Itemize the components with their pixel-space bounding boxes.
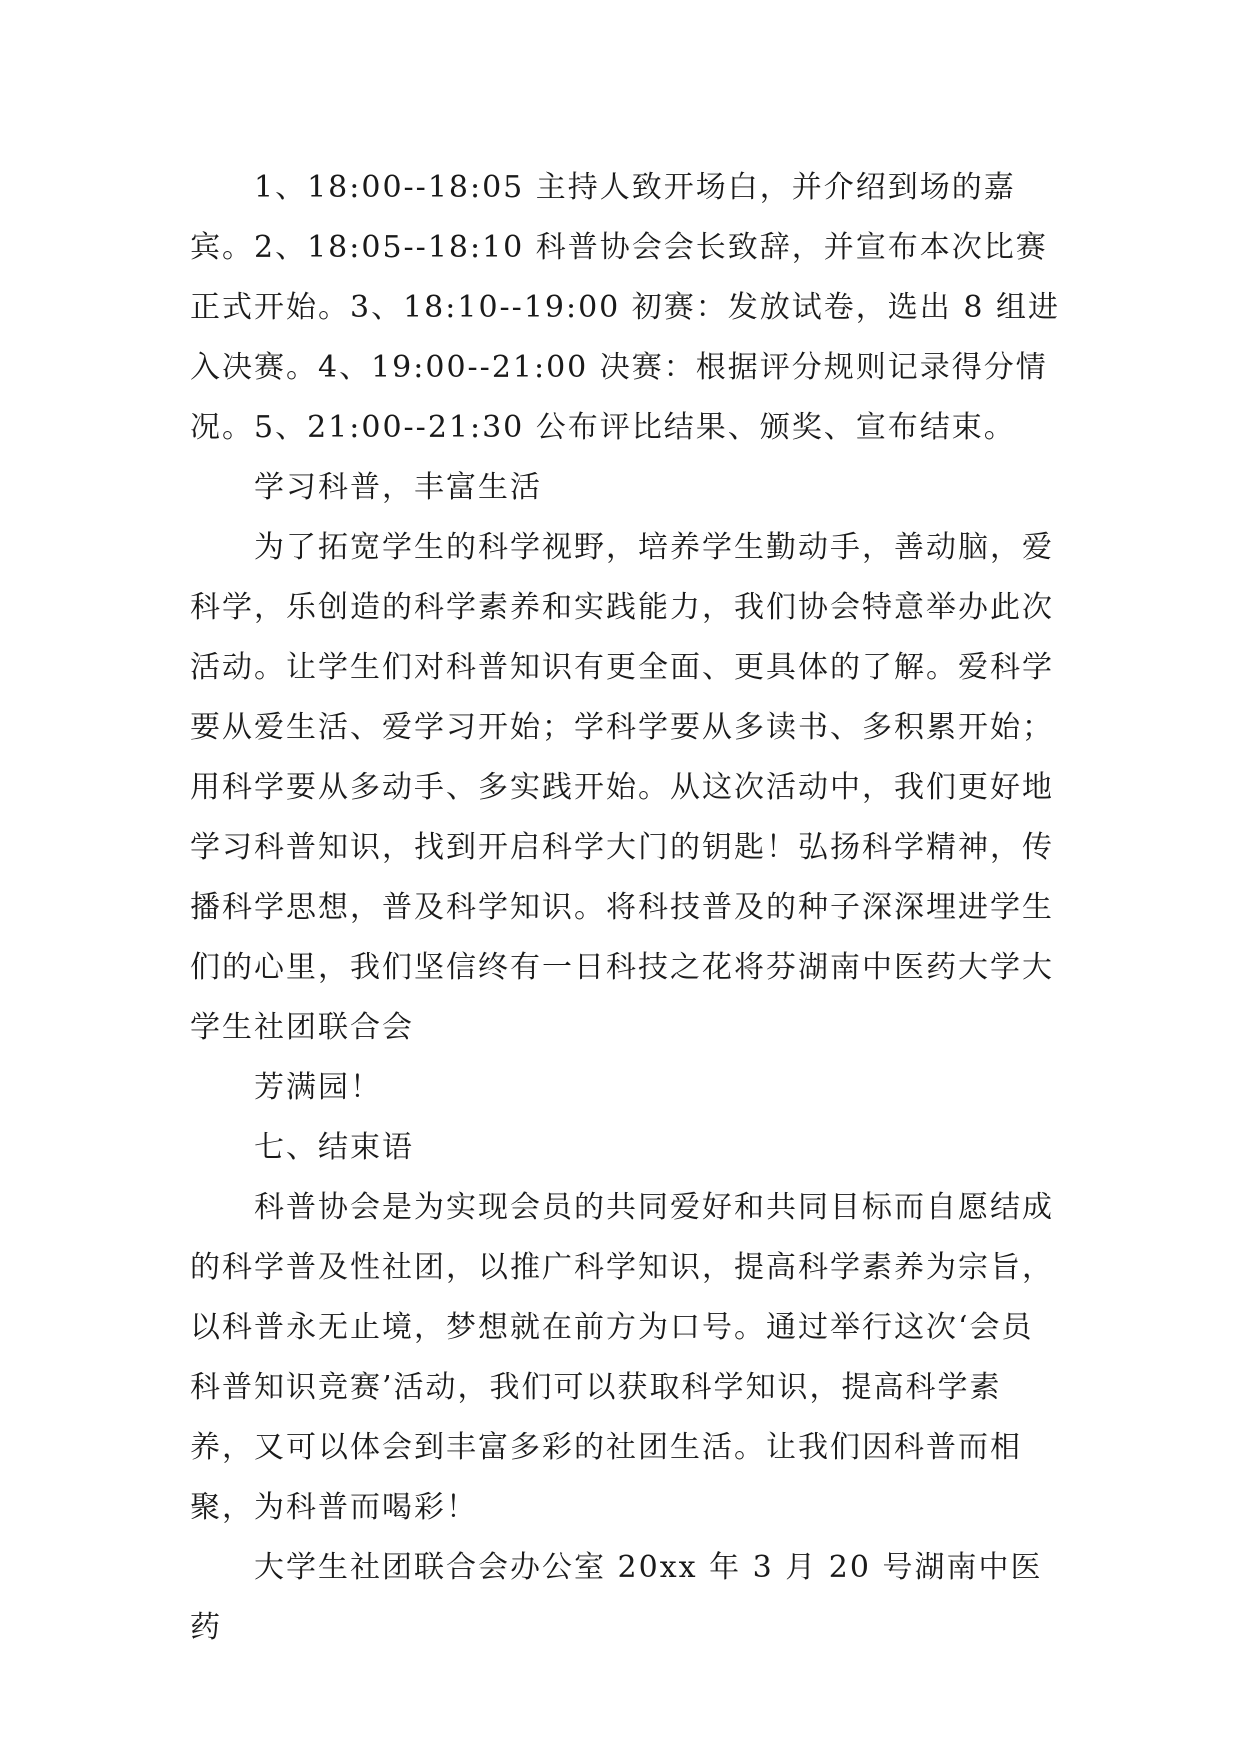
conclusion-paragraph: 科普协会是为实现会员的共同爱好和共同目标而自愿结成的科学普及性社团，以推广科学知识，提高科学素养为宗旨，以科普永无止境，梦想就在前方为口号。通过举行这次‘会员科普知识竞赛’活动，我们可以获取科学知识，提高科学素养，又可以体会到丰富多彩的社团生活。让我们因科普而相聚，为科普而喝彩！ <box>190 1190 1054 1525</box>
signature-line: 大学生社团联合会办公室 20xx 年 3 月 20 号湖南中医药 <box>190 1550 1043 1645</box>
section-heading-learn-science: 学习科普，丰富生活 <box>254 470 542 505</box>
document-body <box>190 158 1060 1658</box>
schedule-paragraph: 1、18:00--18:05 主持人致开场白，并介绍到场的嘉宾。2、18:05--18:10 科普协会会长致辞，并宣布本次比赛正式开始。3、18:10--19:00 初赛：发放试卷，选出 8 组进入决赛。4、19:00--21:00 决赛：根据评分规则记录得分情况。5、21:00--21:30 公布评比结果、颁奖、宣布结束。 <box>190 170 1060 445</box>
closing-fragment: 芳满园！ <box>254 1070 382 1105</box>
section-heading-conclusion: 七、结束语 <box>254 1130 414 1165</box>
activity-purpose-paragraph: 为了拓宽学生的科学视野，培养学生勤动手，善动脑，爱科学，乐创造的科学素养和实践能力，我们协会特意举办此次活动。让学生们对科普知识有更全面、更具体的了解。爱科学要从爱生活、爱学习开始；学科学要从多读书、多积累开始；用科学要从多动手、多实践开始。从这次活动中，我们更好地学习科普知识，找到开启科学大门的钥匙！弘扬科学精神，传播科学思想，普及科学知识。将科技普及的种子深深埋进学生们的心里，我们坚信终有一日科技之花将芬湖南中医药大学大学生社团联合会 <box>190 530 1054 1045</box>
